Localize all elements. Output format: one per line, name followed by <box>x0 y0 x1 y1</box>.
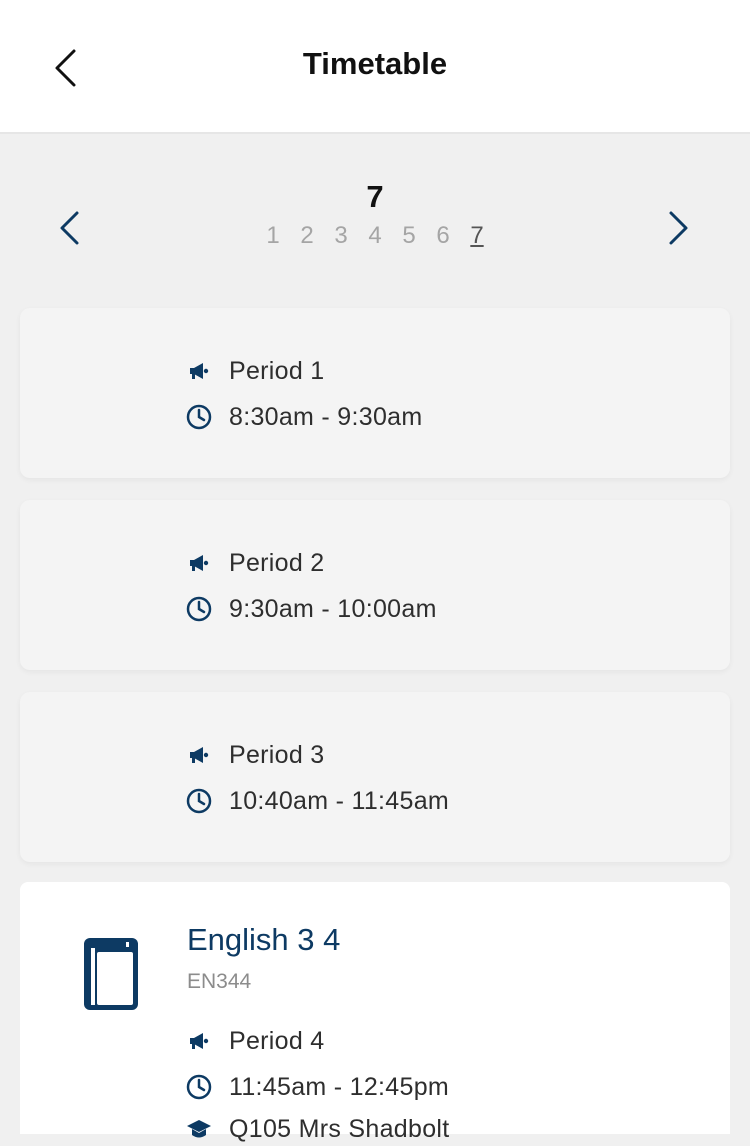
next-day-button[interactable] <box>654 198 704 258</box>
clock-icon <box>186 596 212 622</box>
megaphone-icon <box>186 1028 212 1054</box>
day-2[interactable]: 2 <box>300 222 314 249</box>
megaphone-icon <box>186 358 212 384</box>
teacher-row <box>186 1112 450 1146</box>
period-label: Period 4 <box>229 1026 325 1055</box>
graduation-cap-icon <box>186 1116 212 1142</box>
subject-code: EN344 <box>187 970 252 993</box>
day-4[interactable]: 4 <box>368 222 382 249</box>
day-list <box>0 222 750 250</box>
period-row <box>186 354 325 388</box>
period-time: 10:40am - 11:45am <box>229 786 450 815</box>
book-icon <box>82 936 140 1012</box>
page-title: Timetable <box>302 46 448 81</box>
day-5[interactable]: 5 <box>402 222 416 249</box>
room-teacher: Q105 Mrs Shadbolt <box>229 1114 450 1143</box>
app-header <box>0 0 750 134</box>
period-time: 8:30am - 9:30am <box>229 402 423 431</box>
period-time: 9:30am - 10:00am <box>229 594 437 623</box>
period-card[interactable] <box>20 692 730 862</box>
period-label: Period 3 <box>229 740 325 769</box>
day-7[interactable]: 7 <box>470 222 484 249</box>
period-label: Period 1 <box>229 356 325 385</box>
time-row <box>186 400 423 434</box>
megaphone-icon <box>186 742 212 768</box>
chevron-right-icon <box>668 210 690 246</box>
time-row <box>186 1070 449 1104</box>
period-label: Period 2 <box>229 548 325 577</box>
current-day: 7 <box>366 179 384 214</box>
period-row <box>186 1024 325 1058</box>
period-row <box>186 546 325 580</box>
day-navigator <box>0 136 750 296</box>
lesson-time: 11:45am - 12:45pm <box>229 1072 450 1101</box>
clock-icon <box>186 404 212 430</box>
megaphone-icon <box>186 550 212 576</box>
day-1[interactable]: 1 <box>266 222 280 249</box>
time-row <box>186 784 449 818</box>
lesson-card[interactable] <box>20 882 730 1143</box>
period-card[interactable] <box>20 308 730 478</box>
clock-icon <box>186 1074 212 1100</box>
time-row <box>186 592 437 626</box>
period-row <box>186 738 325 772</box>
period-card[interactable] <box>20 500 730 670</box>
subject-title: English 3 4 <box>187 922 341 957</box>
day-6[interactable]: 6 <box>436 222 450 249</box>
clock-icon <box>186 788 212 814</box>
day-3[interactable]: 3 <box>334 222 348 249</box>
